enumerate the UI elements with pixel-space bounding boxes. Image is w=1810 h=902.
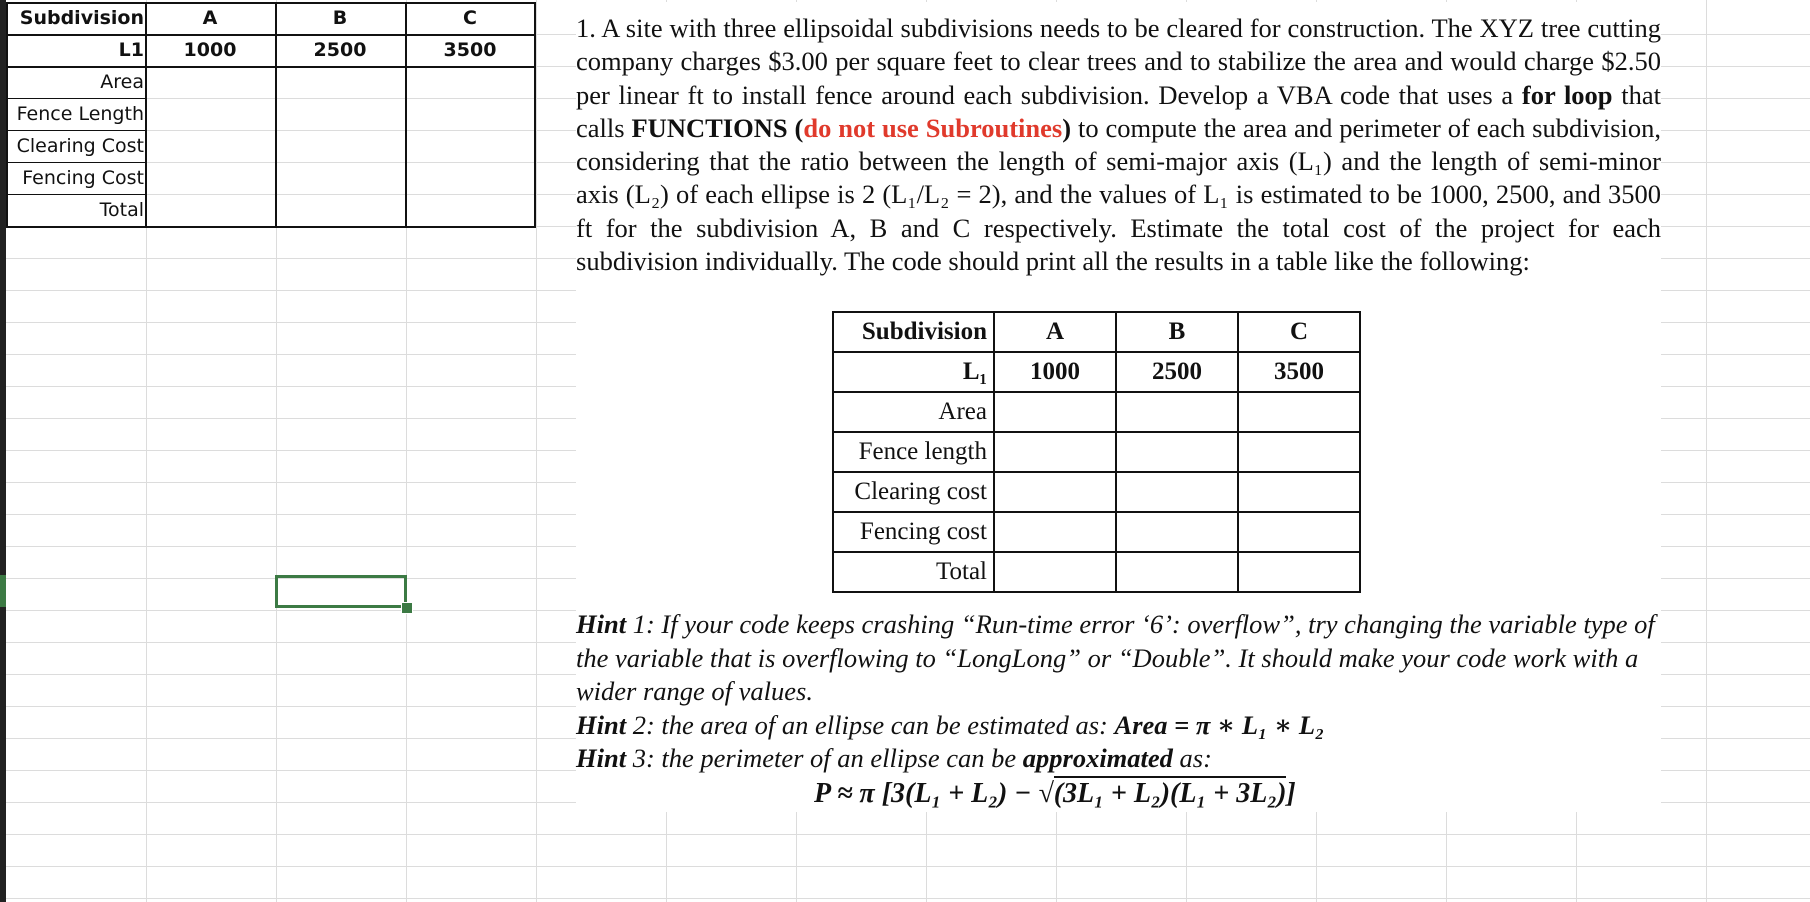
sheet-row-fencing-cost[interactable]: Fencing Cost [22, 167, 144, 189]
hint-3 [576, 742, 1661, 776]
formula-radicand: (3L₁ + L₂)(L₁ + 3L₂) [1053, 778, 1287, 809]
sheet-row-fence-length[interactable]: Fence Length [16, 103, 144, 125]
doc-table-l1-c: 3500 [1238, 352, 1360, 392]
grid-row-line [0, 834, 1810, 835]
perimeter-formula [814, 778, 1296, 810]
assignment-image [576, 2, 1661, 812]
fill-handle[interactable] [401, 602, 413, 614]
sheet-row-clearing-cost[interactable]: Clearing Cost [16, 135, 144, 157]
doc-table-row-label: Fencing cost [833, 512, 994, 552]
active-row-indicator [0, 575, 6, 607]
doc-table-l1-b: 2500 [1116, 352, 1238, 392]
hints-block [576, 608, 1661, 776]
example-table [832, 311, 1361, 593]
hint-3-approx: approximated [1022, 743, 1173, 773]
doc-table-l1-label: L₁ [833, 352, 994, 392]
hint-1 [576, 608, 1661, 709]
problem-rest: to compute the area and perimeter of each subdivision, considering that the ratio between the length of semi-major axis (L₁) and the length of semi-minor axis (L₂) of each ellipse is 2 (L₁/L₂ = 2), and the values of L₁ is estimated to be 1000, 2500, and 3500 ft for the subdivision A, B and C respectively. Estimate the total cost of the project for each subdivision individually. The code should print all the results in a table like the following: [576, 112, 1661, 277]
hint-2-label: Hint [576, 709, 627, 740]
doc-table-l1-a: 1000 [994, 352, 1116, 392]
hint-3-text: 3: the perimeter of an ellipse can be [626, 743, 1023, 773]
problem-statement [576, 12, 1661, 278]
sheet-header-label[interactable]: Subdivision [19, 7, 144, 29]
sheet-border-line [405, 2, 407, 228]
doc-table-row-label: Clearing cost [833, 472, 994, 512]
paren-open: ( [787, 112, 804, 143]
sheet-border-line [6, 2, 536, 4]
doc-table-header-label: Subdivision [833, 312, 994, 352]
sheet-border-line [6, 226, 536, 228]
hint-2-formula: Area = π ∗ L₁ ∗ L₂ [1114, 709, 1325, 740]
sheet-border-line [275, 2, 277, 228]
hint-3-tail: as: [1172, 743, 1212, 773]
grid-column-line [536, 0, 537, 902]
sheet-l1-label[interactable]: L1 [118, 39, 144, 61]
sheet-border-line [534, 2, 536, 228]
sheet-row-area[interactable]: Area [100, 71, 144, 93]
hint-3-label: Hint [576, 743, 627, 773]
hint-2-text: 2: the area of an ellipse can be estimated as: [626, 709, 1115, 740]
sheet-border-line [6, 162, 145, 163]
sheet-header-col-b[interactable]: B [332, 7, 348, 29]
hint-2 [576, 709, 1661, 743]
doc-table-col-b: B [1116, 312, 1238, 352]
sheet-border-line [6, 34, 536, 36]
hint-1-text: 1: If your code keeps crashing “Run-time error ‘6’: overflow”, try changing the variable type of the variable that is overflowing to “LongLong” or “Double”. It should make your code work with a wider range of values. [576, 609, 1655, 706]
sheet-border-line [6, 66, 536, 68]
sheet-l1-c[interactable]: 3500 [443, 39, 497, 61]
hint-1-label: Hint [576, 609, 627, 639]
no-subroutines-text: do not use Subroutines [803, 112, 1063, 143]
sheet-border-line [6, 130, 145, 131]
sheet-l1-b[interactable]: 2500 [313, 39, 367, 61]
grid-row-line [0, 866, 1810, 867]
grid-row-line [0, 898, 1810, 899]
sheet-border-line [145, 2, 147, 228]
functions-text: FUNCTIONS [631, 112, 788, 143]
doc-table-row-label: Fence length [833, 432, 994, 472]
sheet-border-line [6, 194, 145, 195]
doc-table-col-a: A [994, 312, 1116, 352]
for-loop-text: for loop [1521, 79, 1613, 110]
doc-table-row-label: Area [833, 392, 994, 432]
sheet-header-col-a[interactable]: A [202, 7, 218, 29]
doc-table-col-c: C [1238, 312, 1360, 352]
selected-cell[interactable] [275, 575, 407, 608]
sheet-l1-a[interactable]: 1000 [183, 39, 237, 61]
that-calls-text: that calls [576, 79, 1661, 143]
grid-column-line [1706, 0, 1707, 902]
paren-close: ) [1062, 112, 1072, 143]
problem-intro: 1. A site with three ellipsoidal subdivisions needs to be cleared for construction. The XYZ tree cutting company charges $3.00 per square feet to clear trees and to stabilize the area and would charge $2.50 per linear ft to install fence around each subdivision. Develop a VBA code that uses a [576, 13, 1661, 110]
doc-table-row-label: Total [833, 552, 994, 592]
formula-prefix: P ≈ π [3(L₁ + L₂) − √ [814, 778, 1054, 809]
sheet-border-line [6, 98, 145, 99]
sheet-header-col-c[interactable]: C [463, 7, 477, 29]
sheet-row-total[interactable]: Total [99, 199, 144, 221]
formula-suffix: ] [1286, 778, 1296, 809]
